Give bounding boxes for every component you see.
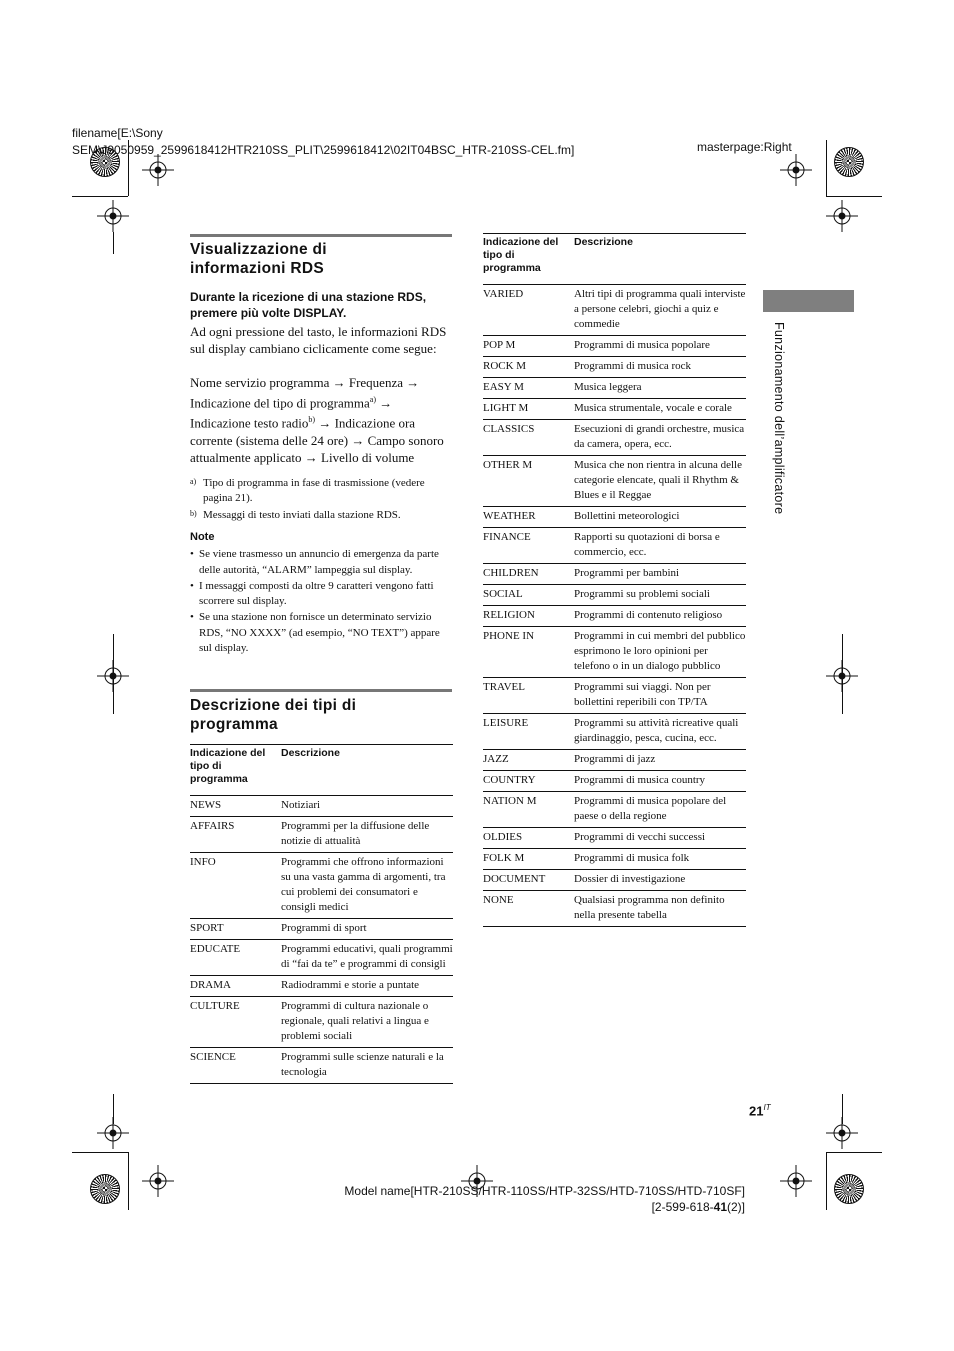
- crop-line: [72, 1152, 128, 1153]
- rds-instruction: Durante la ricezione di una stazione RDS, premere più volte DISPLAY.: [190, 290, 427, 320]
- program-type-description: Programmi di musica country: [574, 771, 746, 792]
- color-target-icon: [834, 1174, 864, 1204]
- registration-mark-icon: [97, 200, 129, 232]
- program-type-description: Programmi sui viaggi. Non per bollettini reperibili con TP/TA: [574, 678, 746, 714]
- program-type-description: Programmi che offrono informazioni su una vasta gamma di argomenti, tra cui problemi dei consumatori e consigli medici: [281, 853, 453, 919]
- table-row: [483, 456, 746, 507]
- part-code-prefix: [2-599-618-: [651, 1200, 714, 1214]
- program-type-description: Programmi su attività ricreative quali giardinaggio, pesca, cucina, ecc.: [574, 714, 746, 750]
- page-language: IT: [763, 1103, 771, 1112]
- table-row: [190, 919, 453, 940]
- arrow-right-icon: →: [318, 415, 332, 431]
- footnote-ref: b): [308, 415, 316, 425]
- program-type-code: EDUCATE: [190, 940, 281, 976]
- program-type-description: Programmi educativi, quali programmi di “fai da te” e programmi di consigli: [281, 940, 453, 976]
- registration-mark-icon: [142, 154, 174, 186]
- program-type-description: Musica che non rientra in alcuna delle categorie elencate, quali il Rhythm & Blues e il Reggae: [574, 456, 746, 507]
- program-type-code: TRAVEL: [483, 678, 574, 714]
- footnote-text: Tipo di programma in fase di trasmissione (vedere pagina 21).: [203, 477, 425, 504]
- registration-mark-icon: [780, 154, 812, 186]
- part-code-bold: 41: [713, 1200, 727, 1214]
- table-row: [483, 792, 746, 828]
- program-type-description: Programmi per la diffusione delle notizie di attualità: [281, 817, 453, 853]
- table-row: [190, 976, 453, 997]
- col-header-description: Descrizione: [574, 234, 746, 285]
- part-code-suffix: (2)]: [727, 1200, 745, 1214]
- note-item: • Se viene trasmesso un annuncio di emergenza da parte delle autorità, “ALARM” lampeggia sul display.: [190, 547, 452, 578]
- footnote-text: Messaggi di testo inviati dalla stazione RDS.: [203, 509, 401, 521]
- program-type-code: PHONE IN: [483, 627, 574, 678]
- section-title-rds: Visualizzazione di informazioni RDS: [190, 241, 327, 277]
- crop-line: [826, 196, 882, 197]
- col-header-description: Descrizione: [281, 745, 453, 796]
- page-number-value: 21: [749, 1103, 764, 1119]
- program-type-code: DRAMA: [190, 976, 281, 997]
- table-row: [483, 870, 746, 891]
- program-type-code: SOCIAL: [483, 585, 574, 606]
- program-type-description: Programmi di vecchi successi: [574, 828, 746, 849]
- table-row: [483, 528, 746, 564]
- table-row: [190, 796, 453, 817]
- page-number: [749, 1103, 771, 1118]
- col-header-type: Indicazione del tipo di programma: [483, 234, 574, 285]
- table-row: [190, 997, 453, 1048]
- program-type-code: VARIED: [483, 285, 574, 336]
- footer-part-code: [652, 1199, 745, 1215]
- table-row: [483, 357, 746, 378]
- arrow-right-icon: →: [379, 395, 393, 411]
- program-type-code: RELIGION: [483, 606, 574, 627]
- table-row: [483, 891, 746, 927]
- section-title-program-types: Descrizione dei tipi di programma: [190, 697, 357, 733]
- seq-item: Nome servizio programma: [190, 375, 330, 390]
- table-header-row: [483, 234, 746, 285]
- program-type-code: FOLK M: [483, 849, 574, 870]
- program-type-code: OTHER M: [483, 456, 574, 507]
- seq-item: Frequenza: [348, 375, 403, 390]
- table-row: [483, 336, 746, 357]
- header-filename-line2: SEM\J9050959_2599618412HTR210SS_PLIT\2599618412\02IT04BSC_HTR-210SS-CEL.fm]: [72, 143, 575, 157]
- program-type-description: Programmi in cui membri del pubblico esprimono le loro opinioni per telefono o in un dialogo pubblico: [574, 627, 746, 678]
- program-type-code: OLDIES: [483, 828, 574, 849]
- program-type-code: DOCUMENT: [483, 870, 574, 891]
- table-row: [483, 714, 746, 750]
- crop-line: [72, 196, 128, 197]
- notes-heading: Note: [190, 531, 215, 543]
- registration-mark-icon: [142, 1165, 174, 1197]
- program-type-code: NEWS: [190, 796, 281, 817]
- program-type-code: SCIENCE: [190, 1048, 281, 1084]
- crop-line: [826, 140, 827, 196]
- crop-line: [128, 1152, 129, 1210]
- crop-line: [842, 634, 843, 714]
- registration-mark-icon: [780, 1165, 812, 1197]
- table-body: [190, 796, 453, 1084]
- program-type-description: Bollettini meteorologici: [574, 507, 746, 528]
- seq-item: Livello di volume: [321, 449, 415, 465]
- table-row: [190, 940, 453, 976]
- program-type-description: Qualsiasi programma non definito nella presente tabella: [574, 891, 746, 927]
- table-row: [483, 420, 746, 456]
- program-type-code: JAZZ: [483, 750, 574, 771]
- program-type-code: AFFAIRS: [190, 817, 281, 853]
- table-header-row: [190, 745, 453, 796]
- registration-mark-icon: [97, 1117, 129, 1149]
- program-type-code: LEISURE: [483, 714, 574, 750]
- program-type-code: CULTURE: [190, 997, 281, 1048]
- note-item: • I messaggi composti da oltre 9 caratteri vengono fatti scorrere sul display.: [190, 579, 452, 610]
- notes-list: [190, 547, 452, 657]
- table-row: [483, 678, 746, 714]
- table-row: [483, 285, 746, 336]
- program-type-description: Programmi di musica popolare del paese o della regione: [574, 792, 746, 828]
- program-type-description: Rapporti su quotazioni di borsa e commercio, ecc.: [574, 528, 746, 564]
- program-type-description: Dossier di investigazione: [574, 870, 746, 891]
- footnote-b: [190, 508, 452, 523]
- program-type-code: NONE: [483, 891, 574, 927]
- footnote-ref: a): [369, 395, 376, 404]
- seq-item: Indicazione testo radio: [190, 415, 309, 431]
- table-row: [483, 849, 746, 870]
- program-type-code: EASY M: [483, 378, 574, 399]
- program-type-description: Programmi di musica popolare: [574, 336, 746, 357]
- arrow-right-icon: →: [406, 375, 420, 390]
- program-type-code: INFO: [190, 853, 281, 919]
- header-masterpage: masterpage:Right: [697, 140, 792, 154]
- program-type-code: COUNTRY: [483, 771, 574, 792]
- program-type-description: Esecuzioni di grandi orchestre, musica da camera, opera, ecc.: [574, 420, 746, 456]
- table-row: [483, 828, 746, 849]
- arrow-right-icon: →: [332, 375, 346, 390]
- table-body: [483, 285, 746, 927]
- crop-line: [826, 1152, 882, 1153]
- rds-display-sequence: [190, 374, 452, 466]
- program-type-description: Radiodrammi e storie a puntate: [281, 976, 453, 997]
- program-types-table-left: [190, 744, 453, 1084]
- header-filename-line1: filename[E:\Sony: [72, 126, 163, 140]
- program-type-description: Programmi di contenuto religioso: [574, 606, 746, 627]
- program-type-description: Altri tipi di programma quali interviste a persone celebri, giochi a quiz e commedie: [574, 285, 746, 336]
- seq-item: Indicazione del tipo di programma: [190, 395, 370, 411]
- arrow-right-icon: →: [351, 432, 365, 448]
- footnote-mark: a): [190, 477, 197, 486]
- crop-line: [113, 634, 114, 714]
- section-rule: [190, 689, 452, 692]
- table-row: [190, 853, 453, 919]
- side-tab-label: Funzionamento dell’amplificatore: [772, 322, 786, 515]
- program-type-description: Programmi di sport: [281, 919, 453, 940]
- table-row: [483, 606, 746, 627]
- program-type-code: LIGHT M: [483, 399, 574, 420]
- program-types-table-right: [483, 233, 746, 927]
- program-type-code: FINANCE: [483, 528, 574, 564]
- program-type-description: Notiziari: [281, 796, 453, 817]
- side-tab-bar: [763, 290, 854, 312]
- program-type-description: Programmi di jazz: [574, 750, 746, 771]
- program-type-code: POP M: [483, 336, 574, 357]
- footer-model-name: Model name[HTR-210SS/HTR-110SS/HTP-32SS/HTD-710SS/HTD-710SF]: [344, 1184, 745, 1198]
- program-type-description: Programmi di cultura nazionale o regionale, quali relativi a lingua e problemi sociali: [281, 997, 453, 1048]
- program-type-description: Programmi sulle scienze naturali e la tecnologia: [281, 1048, 453, 1084]
- arrow-right-icon: →: [304, 449, 318, 465]
- color-target-icon: [834, 147, 864, 177]
- program-type-description: Programmi di musica folk: [574, 849, 746, 870]
- seq-item: Indicazione ora corrente (sistema delle 24 ore): [190, 415, 416, 448]
- footnote-a: [190, 476, 452, 506]
- crop-line: [826, 1152, 827, 1210]
- section-rule: [190, 234, 452, 237]
- program-type-description: Programmi su problemi sociali: [574, 585, 746, 606]
- program-type-code: CLASSICS: [483, 420, 574, 456]
- seq-item: Campo sonoro attualmente applicato: [190, 432, 444, 465]
- table-row: [483, 399, 746, 420]
- program-type-description: Programmi per bambini: [574, 564, 746, 585]
- program-type-code: CHILDREN: [483, 564, 574, 585]
- program-type-code: SPORT: [190, 919, 281, 940]
- program-type-description: Programmi di musica rock: [574, 357, 746, 378]
- table-row: [483, 750, 746, 771]
- table-row: [483, 771, 746, 792]
- program-type-code: WEATHER: [483, 507, 574, 528]
- table-row: [483, 507, 746, 528]
- col-header-type: Indicazione del tipo di programma: [190, 745, 281, 796]
- table-row: [483, 564, 746, 585]
- note-item: • Se una stazione non fornisce un determinato servizio RDS, “NO XXXX” (ad esempio, “NO TEXT”) appare sul display.: [190, 610, 452, 657]
- table-row: [483, 627, 746, 678]
- color-target-icon: [90, 1174, 120, 1204]
- registration-mark-icon: [826, 200, 858, 232]
- rds-paragraph: Ad ogni pressione del tasto, le informazioni RDS sul display cambiano ciclicamente come segue:: [190, 324, 447, 356]
- table-row: [190, 1048, 453, 1084]
- crop-line: [113, 232, 114, 254]
- table-row: [190, 817, 453, 853]
- program-type-description: Musica strumentale, vocale e corale: [574, 399, 746, 420]
- table-row: [483, 378, 746, 399]
- footnote-mark: b): [190, 509, 197, 518]
- table-row: [483, 585, 746, 606]
- registration-mark-icon: [826, 1117, 858, 1149]
- program-type-code: NATION M: [483, 792, 574, 828]
- program-type-code: ROCK M: [483, 357, 574, 378]
- program-type-description: Musica leggera: [574, 378, 746, 399]
